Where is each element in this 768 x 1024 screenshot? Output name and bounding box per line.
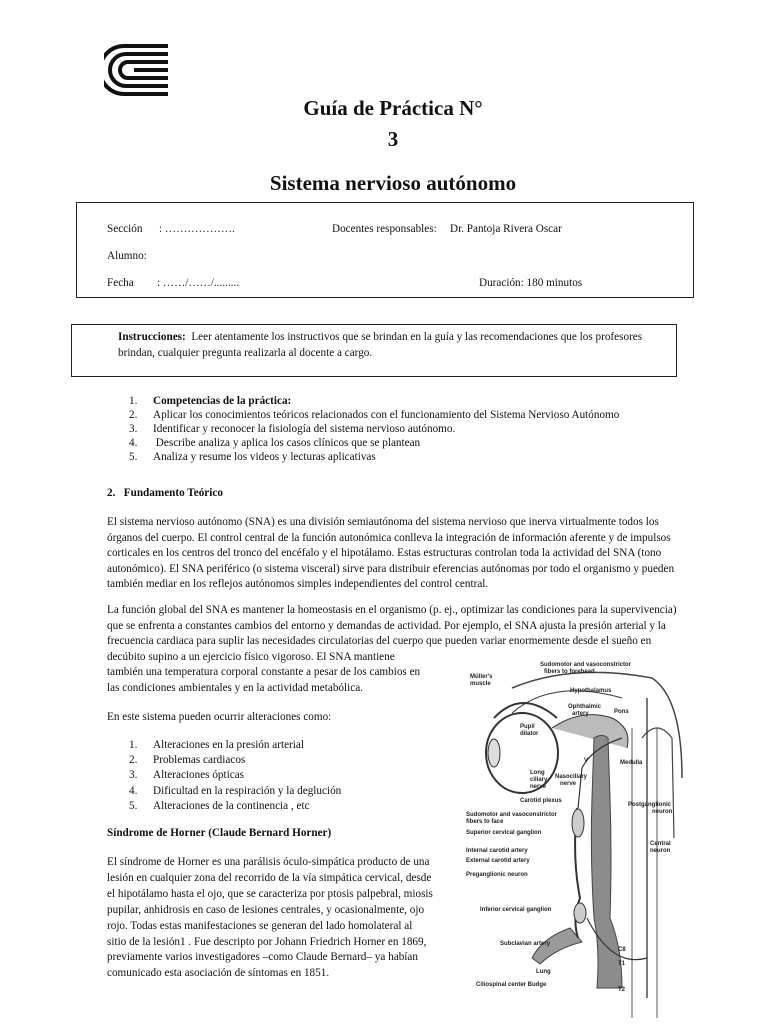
label-t1: T1 bbox=[618, 961, 626, 967]
label-postganglionic: Postganglionic bbox=[628, 802, 672, 808]
label-medulla: Medulla bbox=[620, 760, 643, 766]
label-t2: T2 bbox=[618, 987, 626, 993]
label-inferior-cervical-ganglion: Inferior cervical ganglion bbox=[480, 907, 552, 913]
list-item: 3. Identificar y reconocer la fisiología del sistema nervioso autónomo. bbox=[129, 423, 456, 435]
competencias-list bbox=[129, 394, 729, 464]
eyelid bbox=[494, 703, 557, 718]
inferior-cervical-ganglion bbox=[574, 903, 586, 923]
docentes-value: Dr. Pantoja Rivera Oscar bbox=[450, 223, 562, 235]
label-sudomotor-face: Sudomotor and vasoconstrictor bbox=[466, 812, 558, 818]
fecha-label: Fecha bbox=[107, 277, 134, 289]
label-fibers-forehead: fibers to forehead bbox=[544, 669, 595, 675]
label-superior-cervical-ganglion: Superior cervical ganglion bbox=[466, 830, 542, 836]
label-hypothalamus: Hypothalamus bbox=[570, 688, 612, 694]
label-external-carotid: External carotid artery bbox=[466, 858, 530, 864]
page-subtitle: Sistema nervioso autónomo bbox=[269, 171, 517, 195]
seccion-field[interactable]: : ………………. bbox=[159, 223, 235, 235]
fecha-field[interactable]: : ……/……/......... bbox=[157, 277, 240, 289]
label-long-3: nerve bbox=[530, 784, 547, 790]
label-ophthalmic: Ophthalmic bbox=[568, 704, 602, 710]
paragraph-2: La función global del SNA es mantener la homeostasis en el organismo (p. ej., optimizar las condiciones para la supervivencia) que se enfrenta a constantes cambios del entorno y demandas de actividad. Por ejemplo, el SNA ajusta la presión arterial y la frecuencia cardiaca para suplir las necesidades circulatorias del cuerpo que pueden variar enormemente desde el sueño en decúbito supino a un ejercicio físico vigoroso. El SNA mantiene también una temperatura corporal constante a pesar de los cambios en las condiciones ambientales y en la actividad metabólica. bbox=[107, 604, 677, 694]
practice-number: 3 bbox=[387, 127, 399, 151]
instructions-text-2: brindan, cualquier pregunta realizarla al docente a cargo. bbox=[118, 347, 373, 359]
label-muller-2: muscle bbox=[470, 681, 491, 687]
superior-cervical-ganglion bbox=[572, 809, 584, 837]
list-item: 4. Dificultad en la respiración y la deglución bbox=[129, 784, 342, 797]
list-item: 2. Problemas cardiacos bbox=[129, 754, 246, 767]
label-nasociliary: Nasociliary bbox=[555, 774, 588, 780]
paragraph-3: En este sistema pueden ocurrir alteraciones como: bbox=[107, 711, 332, 723]
section-heading-fundamento: 2. Fundamento Teórico bbox=[107, 487, 223, 499]
label-v: V bbox=[584, 758, 589, 764]
paragraph-1: El sistema nervioso autónomo (SNA) es una división semiautónoma del sistema nervioso que inerva virtualmente todos los órganos del cuerpo. El control central de la función autonómica conlleva la integración de información aferente y de impulsos corticales en los centros del tronco del encéfalo y el hipotálamo. Estas estructuras controlan toda la actividad del SNA (tono autonómico). El SNA periférico (o sistema visceral) sirve para distribuir eferencias autónomas por todo el organismo y pueden también mediar en los reflejos autónomos simples independientes del control central. bbox=[107, 516, 675, 591]
duracion-text: Duración: 180 minutos bbox=[479, 277, 583, 289]
horner-pathway-diagram bbox=[452, 658, 692, 1020]
section-heading-horner: Síndrome de Horner (Claude Bernard Horner) bbox=[107, 827, 332, 839]
docentes-label: Docentes responsables: bbox=[332, 223, 437, 235]
label-subclavian: Subclavian artery bbox=[500, 941, 551, 947]
label-ciliospinal: Ciliospinal center Budge bbox=[476, 982, 547, 988]
lens bbox=[488, 739, 500, 767]
label-pons: Pons bbox=[614, 709, 629, 715]
label-preganglionic: Preganglionic neuron bbox=[466, 872, 528, 878]
label-pupil: Pupil bbox=[520, 724, 535, 730]
label-sudomotor-face-2: fibers to face bbox=[466, 819, 504, 825]
label-lung: Lung bbox=[536, 969, 551, 975]
label-c8: C8 bbox=[618, 947, 626, 953]
list-item: 1. Competencias de la práctica: bbox=[129, 395, 292, 407]
label-long-2: ciliary bbox=[530, 777, 548, 783]
list-item: 4. Describe analiza y aplica los casos clínicos que se plantean bbox=[129, 437, 421, 449]
list-item: 5. Alteraciones de la continencia , etc bbox=[129, 799, 310, 812]
instructions-label: Instrucciones: bbox=[118, 331, 186, 343]
label-nasociliary-2: nerve bbox=[560, 781, 577, 787]
label-pupil-2: dilator bbox=[520, 731, 539, 737]
list-item: 5. Analiza y resume los videos y lecturas aplicativas bbox=[129, 451, 376, 463]
list-item: 3. Alteraciones ópticas bbox=[129, 769, 245, 782]
label-postganglionic-2: neuron bbox=[652, 809, 673, 815]
label-central-neuron: Central bbox=[650, 841, 671, 847]
university-logo-icon bbox=[104, 44, 172, 96]
list-item: 1. Alteraciones en la presión arterial bbox=[129, 739, 304, 751]
alteraciones-list bbox=[129, 738, 429, 814]
instructions-text-1: Leer atentamente los instructivos que se brindan en la guía y las recomendaciones que los profesores bbox=[191, 331, 643, 343]
label-muller: Müller's bbox=[470, 674, 493, 680]
label-long: Long bbox=[530, 770, 545, 776]
seccion-label: Sección bbox=[107, 223, 143, 235]
label-sudomotor-top: Sudomotor and vasoconstrictor bbox=[540, 662, 632, 668]
label-carotid-plexus: Carotid plexus bbox=[520, 798, 562, 804]
forehead-fiber bbox=[512, 691, 622, 713]
label-internal-carotid: Internal carotid artery bbox=[466, 848, 528, 854]
alumno-label: Alumno: bbox=[107, 250, 147, 262]
instructions-line1 bbox=[118, 330, 663, 346]
label-central-neuron-2: neuron bbox=[650, 848, 671, 854]
page-title: Guía de Práctica N° bbox=[303, 96, 483, 120]
horner-paragraph: El síndrome de Horner es una parálisis óculo-simpática producto de una lesión en cualquier zona del recorrido de la vía simpática cervical, desde el hipotálamo hasta el ojo, que se caracteriza por ptosis palpebral, miosis pupilar, anhidrosis en caso de lesiones centrales, y ocasionalmente, ojo rojo. Todas estas manifestaciones se generan del lado homolateral al sitio de la lesión1 . Fue descripto por Johann Friedrich Horner en 1869, previamente varios investigadores –como Claude Bernard– ya habían comunicado esta asociación de síntomas en 1851. bbox=[107, 856, 433, 980]
ophthalmic-artery bbox=[552, 715, 628, 748]
list-item: 2. Aplicar los conocimientos teóricos relacionados con el funcionamiento del Sistema Nervioso Autónomo bbox=[129, 409, 620, 421]
info-box bbox=[76, 202, 694, 298]
label-ophthalmic-2: artery bbox=[572, 711, 589, 717]
instructions-box bbox=[71, 324, 677, 377]
